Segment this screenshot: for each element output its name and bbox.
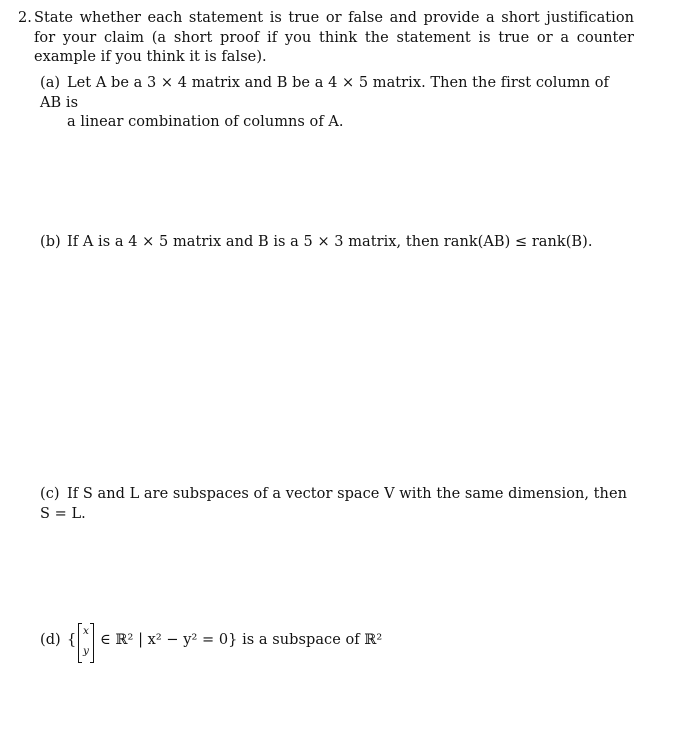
problem-number: 2. bbox=[18, 10, 32, 26]
part-c-label: (c) bbox=[40, 486, 60, 502]
vector-right-bracket bbox=[90, 623, 94, 663]
part-d bbox=[40, 621, 640, 665]
part-a-line1: Let A be a 3 × 4 matrix and B be a 4 × 5 matrix. Then the first column of AB is bbox=[40, 75, 609, 111]
part-a-line2: a linear combination of columns of A. bbox=[67, 114, 344, 130]
part-c bbox=[40, 485, 640, 524]
part-b-label: (b) bbox=[40, 234, 61, 250]
vector-entry-bottom: y bbox=[83, 645, 89, 657]
part-a bbox=[40, 74, 634, 133]
part-d-label: (d) bbox=[40, 632, 61, 648]
vector-entry-top: x bbox=[83, 625, 89, 637]
part-b-text: If A is a 4 × 5 matrix and B is a 5 × 3 matrix, then rank(AB) ≤ rank(B). bbox=[67, 234, 593, 250]
part-a-label: (a) bbox=[40, 75, 61, 91]
part-c-text: If S and L are subspaces of a vector space V with the same dimension, then S = L. bbox=[40, 486, 627, 522]
problem-instructions: State whether each statement is true or false and provide a short justification for your claim (a short proof if you think the statement is true or a counter example if you think it is false). bbox=[34, 10, 634, 65]
part-d-text: ∈ ℝ² | x² − y² = 0} is a subspace of ℝ² bbox=[100, 632, 383, 648]
set-open-brace: { bbox=[67, 632, 77, 648]
column-vector bbox=[78, 621, 94, 663]
part-b bbox=[40, 233, 640, 253]
problem-2 bbox=[18, 9, 634, 68]
